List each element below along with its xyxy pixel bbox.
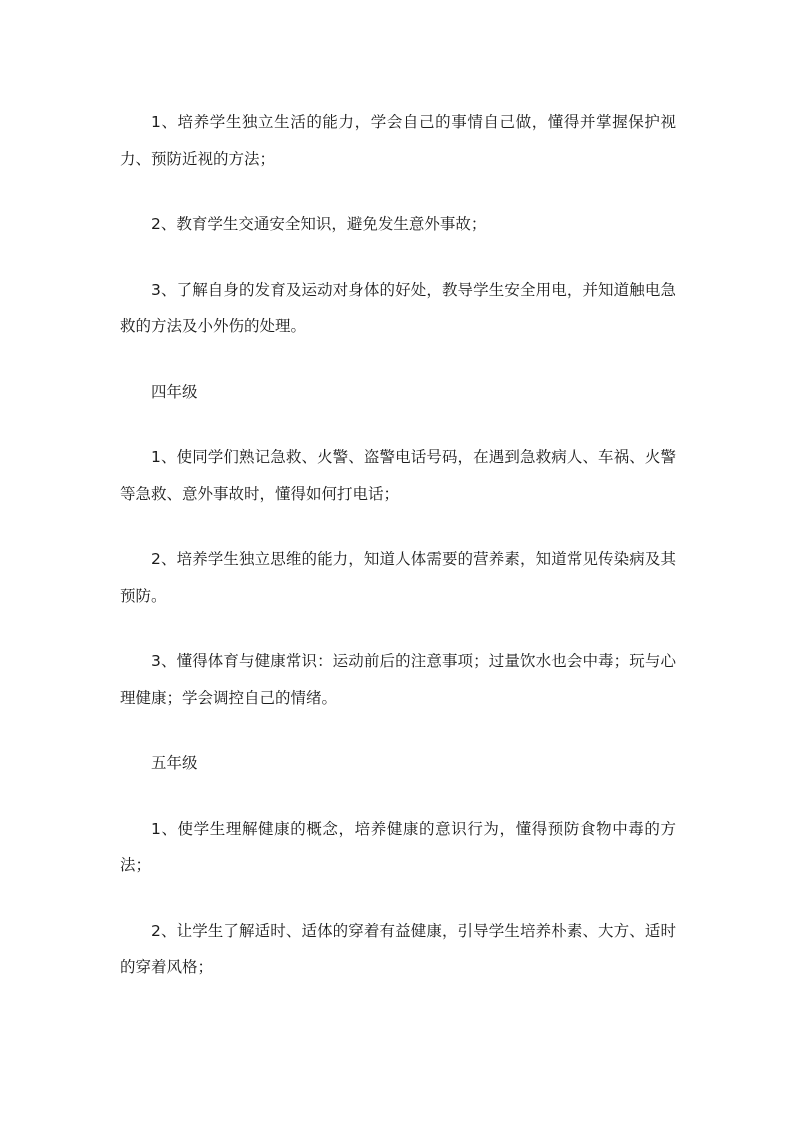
paragraph-grade5-item1: 1、使学生理解健康的概念，培养健康的意识行为，懂得预防食物中毒的方法； bbox=[120, 819, 676, 874]
paragraph-grade4-item1: 1、使同学们熟记急救、火警、盗警电话号码，在遇到急救病人、车祸、火警等急救、意外事故时，懂得如何打电话； bbox=[120, 448, 676, 503]
paragraph-grade3-item1: 1、培养学生独立生活的能力，学会自己的事情自己做，懂得并掌握保护视力、预防近视的方法； bbox=[120, 113, 676, 168]
heading-grade5: 五年级 bbox=[151, 754, 198, 772]
paragraph-grade3-item2: 2、教育学生交通安全知识，避免发生意外事故； bbox=[151, 215, 487, 233]
paragraph-grade5-item2: 2、让学生了解适时、适体的穿着有益健康，引导学生培养朴素、大方、适时的穿着风格； bbox=[120, 921, 676, 976]
document-body bbox=[120, 104, 676, 1015]
paragraph-grade3-item3: 3、了解自身的发育及运动对身体的好处，教导学生安全用电，并知道触电急救的方法及小外伤的处理。 bbox=[120, 280, 676, 335]
paragraph-grade4-item3: 3、懂得体育与健康常识：运动前后的注意事项；过量饮水也会中毒；玩与心理健康；学会调控自己的情绪。 bbox=[120, 652, 676, 707]
heading-grade4: 四年级 bbox=[151, 382, 198, 401]
paragraph-grade4-item2: 2、培养学生独立思维的能力，知道人体需要的营养素，知道常见传染病及其预防。 bbox=[120, 550, 676, 605]
